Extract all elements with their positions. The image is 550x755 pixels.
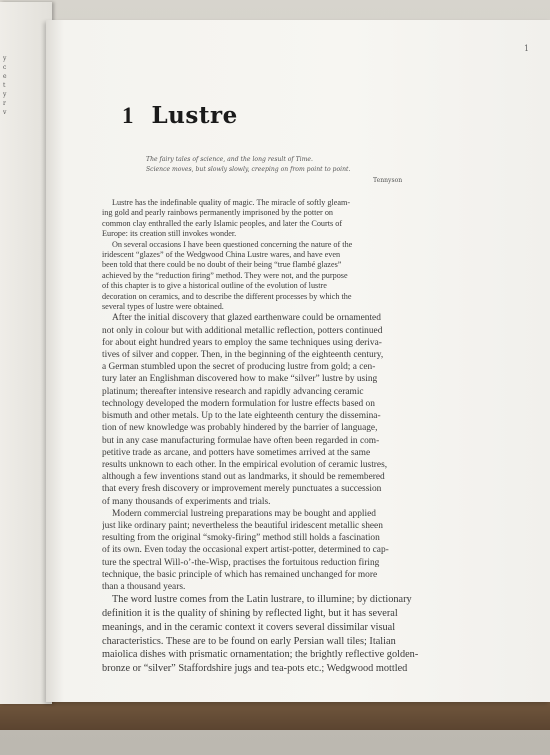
previous-page-letters: y c e t y r y bbox=[3, 55, 7, 114]
paragraph bbox=[102, 198, 462, 240]
text-line: tion of new knowledge was probably hindered by the barrier of language, bbox=[102, 423, 378, 434]
chapter-number: 1 bbox=[122, 103, 134, 128]
text-line: platinum; thereafter intensive research and rapidly advancing ceramic bbox=[102, 386, 364, 397]
text-line: just like ordinary paint; nevertheless the beautiful iridescent metallic sheen bbox=[102, 520, 383, 531]
text-line: bismuth and other metals. Up to the late eighteenth century the dissemina- bbox=[102, 411, 381, 422]
text-line: characteristics. These are to be found on early Persian wall tiles; Italian bbox=[102, 635, 396, 647]
chapter-heading bbox=[122, 102, 238, 129]
text-line: meanings, and in the ceramic context it covers several dissimilar visual bbox=[102, 621, 396, 633]
text-line: definition it is the quality of shining by reflected light, but it has several bbox=[102, 607, 398, 619]
text-line: tives of silver and copper. Then, in the beginning of the eighteenth century, bbox=[102, 350, 384, 361]
text-line: not only in colour but with additional metallic reflection, potters continued bbox=[102, 325, 383, 336]
text-line: resulting from the original “smoky-firing” method still holds a fascination bbox=[102, 533, 380, 544]
text-line: On several occasions I have been questioned concerning the nature of the bbox=[112, 239, 353, 249]
epigraph-line: The fairy tales of science, and the long result of Time. bbox=[146, 156, 313, 163]
paragraph bbox=[102, 312, 462, 507]
text-line: ing gold and pearly rainbows permanently imprisoned by the potter on bbox=[102, 208, 334, 218]
text-line: petitive trade as arcane, and potters have sometimes arrived at the same bbox=[102, 447, 371, 458]
text-line: The word lustre comes from the Latin lustrare, to illumine; by dictionary bbox=[112, 594, 412, 606]
epigraph-attribution: Tennyson bbox=[373, 177, 403, 184]
text-line: technology developed the modern formulation for lustre effects based on bbox=[102, 398, 375, 409]
epigraph bbox=[146, 155, 421, 175]
text-line: tury later an Englishman discovered how to make “silver” lustre by using bbox=[102, 374, 378, 385]
text-line: achieved by the “reduction firing” method. They were not, and the purpose bbox=[102, 270, 348, 280]
previous-page-edge bbox=[0, 2, 52, 704]
paragraph bbox=[102, 508, 462, 593]
text-line: several types of lustre were obtained. bbox=[102, 302, 224, 312]
text-line: of its own. Even today the occasional expert artist-potter, determined to cap- bbox=[102, 545, 389, 556]
text-line: Modern commercial lustreing preparations may be bought and applied bbox=[112, 508, 376, 519]
text-line: Lustre has the indefinable quality of magic. The miracle of softly gleam- bbox=[112, 198, 351, 207]
text-line: technique, the basic principle of which has remained unchanged for more bbox=[102, 569, 378, 580]
text-line: for about eight hundred years to employ the same techniques using deriva- bbox=[102, 337, 382, 348]
text-line: than a thousand years. bbox=[102, 581, 186, 592]
text-line: ture the spectral Will-o’-the-Wisp, practises the fortuitous reduction firing bbox=[102, 557, 380, 568]
text-line: been told that there could be no doubt of their being “true flambé glazes” bbox=[102, 260, 342, 270]
paragraph bbox=[102, 593, 462, 676]
chapter-title: Lustre bbox=[151, 102, 238, 129]
text-line: of this chapter is to give a historical outline of the evolution of lustre bbox=[102, 281, 327, 291]
text-line: of many thousands of experiments and trials. bbox=[102, 496, 271, 507]
book-page bbox=[46, 20, 550, 702]
text-line: but in any case manufacturing formulae have often been regarded in com- bbox=[102, 435, 380, 446]
text-line: maiolica dishes with prismatic ornamentation; the brightly reflective golden- bbox=[102, 649, 419, 661]
page-number: 1 bbox=[524, 44, 530, 53]
epigraph-line: Science moves, but slowly slowly, creeping on from point to point. bbox=[146, 166, 351, 173]
text-line: results unknown to each other. In the empirical evolution of ceramic lustres, bbox=[102, 459, 388, 470]
text-line: a German stumbled upon the secret of producing lustre from gold; a cen- bbox=[102, 362, 376, 373]
text-line: that every fresh discovery or improvement merely punctuates a succession bbox=[102, 484, 382, 495]
paragraph bbox=[102, 240, 462, 313]
text-line: common clay enthralled the early Islamic peoples, and later the Courts of bbox=[102, 218, 343, 228]
text-line: decoration on ceramics, and to describe the different processes by which the bbox=[102, 291, 352, 301]
text-line: bronze or “silver” Staffordshire jugs and tea-pots etc.; Wedgwood mottled bbox=[102, 663, 408, 675]
text-line: although a few inventions stand out as landmarks, it should be remembered bbox=[102, 472, 385, 483]
text-line: After the initial discovery that glazed earthenware could be ornamented bbox=[112, 313, 381, 324]
text-line: iridescent “glazes” of the Wedgwood China Lustre wares, and have even bbox=[102, 250, 341, 260]
body-text bbox=[102, 198, 462, 676]
text-line: Europe: its creation still invokes wonder. bbox=[102, 229, 237, 239]
